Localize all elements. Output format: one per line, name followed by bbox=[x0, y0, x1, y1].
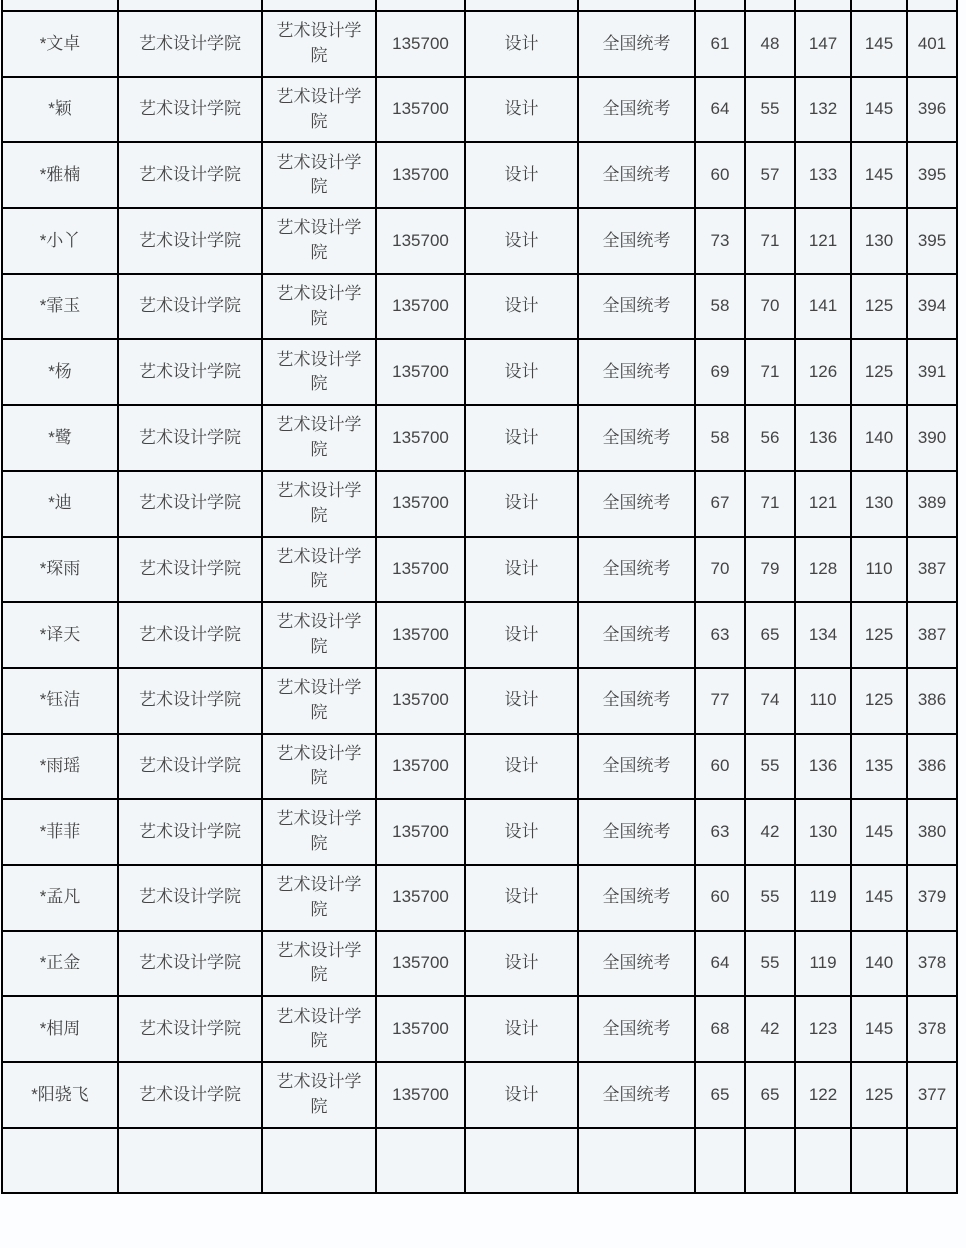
cell-college: 艺术设计学院 bbox=[118, 339, 262, 405]
cell-major-code: 135700 bbox=[376, 274, 465, 340]
cell-major-code: 135700 bbox=[376, 405, 465, 471]
cell-score-3: 122 bbox=[795, 1062, 851, 1128]
cell-score-3: 130 bbox=[795, 799, 851, 865]
cell-college: 艺术设计学院 bbox=[118, 865, 262, 931]
table-row bbox=[2, 602, 957, 668]
table-row bbox=[2, 77, 957, 143]
cell-student-name: *雅楠 bbox=[2, 142, 118, 208]
cell-score-2: 65 bbox=[745, 1062, 795, 1128]
cell-student-name bbox=[2, 0, 118, 11]
table-row bbox=[2, 11, 957, 77]
cell-score-3: 136 bbox=[795, 405, 851, 471]
cell-score-2: 74 bbox=[745, 668, 795, 734]
cell-exam-type bbox=[578, 1128, 695, 1194]
cell-student-name: *钰洁 bbox=[2, 668, 118, 734]
cell-major-name bbox=[465, 1128, 578, 1194]
cell-major-name: 设计 bbox=[465, 77, 578, 143]
table-row-partial bbox=[2, 0, 957, 11]
cell-student-name: *鹭 bbox=[2, 405, 118, 471]
cell-department bbox=[262, 1128, 376, 1194]
cell-score-1: 77 bbox=[695, 668, 745, 734]
cell-student-name: *阳骁飞 bbox=[2, 1062, 118, 1128]
admission-scores-table bbox=[1, 0, 958, 1194]
cell-major-name bbox=[465, 0, 578, 11]
cell-major-name: 设计 bbox=[465, 865, 578, 931]
cell-student-name: *杨 bbox=[2, 339, 118, 405]
cell-department: 艺术设计学院 bbox=[262, 799, 376, 865]
cell-score-1 bbox=[695, 0, 745, 11]
cell-college: 艺术设计学院 bbox=[118, 734, 262, 800]
table-row bbox=[2, 471, 957, 537]
cell-score-3: 134 bbox=[795, 602, 851, 668]
cell-college: 艺术设计学院 bbox=[118, 471, 262, 537]
cell-exam-type: 全国统考 bbox=[578, 405, 695, 471]
cell-score-4: 145 bbox=[851, 142, 907, 208]
cell-major-code: 135700 bbox=[376, 339, 465, 405]
cell-score-2: 42 bbox=[745, 799, 795, 865]
cell-score-4: 145 bbox=[851, 799, 907, 865]
cell-total-score: 395 bbox=[907, 142, 957, 208]
cell-student-name: *琛雨 bbox=[2, 537, 118, 603]
cell-score-4: 145 bbox=[851, 996, 907, 1062]
cell-total-score: 396 bbox=[907, 77, 957, 143]
cell-total-score: 387 bbox=[907, 537, 957, 603]
cell-total-score: 391 bbox=[907, 339, 957, 405]
cell-major-code: 135700 bbox=[376, 142, 465, 208]
cell-score-3: 110 bbox=[795, 668, 851, 734]
cell-score-4: 125 bbox=[851, 668, 907, 734]
table-row bbox=[2, 931, 957, 997]
cell-student-name: *小丫 bbox=[2, 208, 118, 274]
cell-score-2: 57 bbox=[745, 142, 795, 208]
cell-score-2: 70 bbox=[745, 274, 795, 340]
cell-score-1: 68 bbox=[695, 996, 745, 1062]
cell-score-2: 71 bbox=[745, 339, 795, 405]
cell-score-1: 60 bbox=[695, 865, 745, 931]
cell-student-name: *雨瑶 bbox=[2, 734, 118, 800]
cell-department: 艺术设计学院 bbox=[262, 405, 376, 471]
table-row bbox=[2, 799, 957, 865]
cell-score-2: 56 bbox=[745, 405, 795, 471]
cell-exam-type: 全国统考 bbox=[578, 1062, 695, 1128]
cell-college: 艺术设计学院 bbox=[118, 405, 262, 471]
cell-total-score bbox=[907, 1128, 957, 1194]
cell-score-1: 64 bbox=[695, 931, 745, 997]
cell-college: 艺术设计学院 bbox=[118, 799, 262, 865]
cell-score-3: 136 bbox=[795, 734, 851, 800]
cell-exam-type: 全国统考 bbox=[578, 339, 695, 405]
cell-department: 艺术设计学院 bbox=[262, 208, 376, 274]
cell-score-1: 69 bbox=[695, 339, 745, 405]
cell-score-1: 67 bbox=[695, 471, 745, 537]
cell-major-name: 设计 bbox=[465, 142, 578, 208]
cell-score-4: 125 bbox=[851, 339, 907, 405]
cell-college bbox=[118, 0, 262, 11]
cell-score-4: 135 bbox=[851, 734, 907, 800]
cell-major-code: 135700 bbox=[376, 77, 465, 143]
cell-major-name: 设计 bbox=[465, 208, 578, 274]
cell-score-4: 140 bbox=[851, 405, 907, 471]
cell-major-name: 设计 bbox=[465, 537, 578, 603]
table-row bbox=[2, 142, 957, 208]
cell-score-4 bbox=[851, 0, 907, 11]
cell-score-3: 119 bbox=[795, 931, 851, 997]
cell-score-3: 147 bbox=[795, 11, 851, 77]
cell-department: 艺术设计学院 bbox=[262, 339, 376, 405]
cell-exam-type: 全国统考 bbox=[578, 996, 695, 1062]
cell-score-4: 130 bbox=[851, 471, 907, 537]
cell-department: 艺术设计学院 bbox=[262, 142, 376, 208]
cell-score-3 bbox=[795, 1128, 851, 1194]
cell-major-name: 设计 bbox=[465, 471, 578, 537]
cell-score-4: 125 bbox=[851, 1062, 907, 1128]
cell-score-4: 110 bbox=[851, 537, 907, 603]
cell-total-score: 390 bbox=[907, 405, 957, 471]
cell-major-code bbox=[376, 0, 465, 11]
cell-major-code: 135700 bbox=[376, 734, 465, 800]
cell-student-name: *孟凡 bbox=[2, 865, 118, 931]
cell-student-name: *颖 bbox=[2, 77, 118, 143]
cell-college: 艺术设计学院 bbox=[118, 1062, 262, 1128]
cell-score-1: 61 bbox=[695, 11, 745, 77]
cell-total-score: 387 bbox=[907, 602, 957, 668]
table-row bbox=[2, 865, 957, 931]
cell-major-code: 135700 bbox=[376, 537, 465, 603]
cell-student-name: *菲菲 bbox=[2, 799, 118, 865]
cell-total-score: 401 bbox=[907, 11, 957, 77]
cell-total-score: 395 bbox=[907, 208, 957, 274]
cell-major-name: 设计 bbox=[465, 734, 578, 800]
cell-college: 艺术设计学院 bbox=[118, 602, 262, 668]
cell-major-name: 设计 bbox=[465, 405, 578, 471]
table-row bbox=[2, 734, 957, 800]
cell-department: 艺术设计学院 bbox=[262, 931, 376, 997]
cell-major-name: 设计 bbox=[465, 996, 578, 1062]
cell-score-4: 145 bbox=[851, 865, 907, 931]
cell-student-name: *迪 bbox=[2, 471, 118, 537]
cell-department: 艺术设计学院 bbox=[262, 537, 376, 603]
cell-score-2: 42 bbox=[745, 996, 795, 1062]
cell-major-name: 设计 bbox=[465, 668, 578, 734]
table-row bbox=[2, 274, 957, 340]
cell-score-4: 145 bbox=[851, 77, 907, 143]
cell-major-code: 135700 bbox=[376, 931, 465, 997]
cell-major-code: 135700 bbox=[376, 1062, 465, 1128]
cell-score-2: 65 bbox=[745, 602, 795, 668]
cell-major-code bbox=[376, 1128, 465, 1194]
cell-major-code: 135700 bbox=[376, 668, 465, 734]
cell-score-1: 64 bbox=[695, 77, 745, 143]
cell-score-4 bbox=[851, 1128, 907, 1194]
cell-major-name: 设计 bbox=[465, 931, 578, 997]
cell-major-code: 135700 bbox=[376, 799, 465, 865]
cell-college: 艺术设计学院 bbox=[118, 142, 262, 208]
cell-college: 艺术设计学院 bbox=[118, 11, 262, 77]
cell-score-2: 79 bbox=[745, 537, 795, 603]
cell-score-1: 70 bbox=[695, 537, 745, 603]
cell-college bbox=[118, 1128, 262, 1194]
cell-score-4: 125 bbox=[851, 274, 907, 340]
cell-total-score: 386 bbox=[907, 668, 957, 734]
cell-department: 艺术设计学院 bbox=[262, 1062, 376, 1128]
cell-major-code: 135700 bbox=[376, 865, 465, 931]
cell-student-name bbox=[2, 1128, 118, 1194]
cell-total-score: 378 bbox=[907, 931, 957, 997]
cell-exam-type: 全国统考 bbox=[578, 931, 695, 997]
cell-department: 艺术设计学院 bbox=[262, 11, 376, 77]
cell-score-3: 121 bbox=[795, 208, 851, 274]
table-row bbox=[2, 1062, 957, 1128]
table-row-partial bbox=[2, 1128, 957, 1194]
table-row bbox=[2, 405, 957, 471]
cell-score-4: 125 bbox=[851, 602, 907, 668]
cell-score-1: 63 bbox=[695, 799, 745, 865]
cell-department: 艺术设计学院 bbox=[262, 274, 376, 340]
cell-college: 艺术设计学院 bbox=[118, 931, 262, 997]
cell-major-name: 设计 bbox=[465, 602, 578, 668]
cell-score-2: 55 bbox=[745, 865, 795, 931]
cell-department: 艺术设计学院 bbox=[262, 77, 376, 143]
cell-college: 艺术设计学院 bbox=[118, 668, 262, 734]
table-row bbox=[2, 537, 957, 603]
cell-total-score: 394 bbox=[907, 274, 957, 340]
cell-score-2: 71 bbox=[745, 471, 795, 537]
cell-score-3: 121 bbox=[795, 471, 851, 537]
cell-total-score: 380 bbox=[907, 799, 957, 865]
cell-exam-type: 全国统考 bbox=[578, 471, 695, 537]
table-row bbox=[2, 996, 957, 1062]
cell-department: 艺术设计学院 bbox=[262, 602, 376, 668]
cell-score-1: 58 bbox=[695, 405, 745, 471]
cell-major-code: 135700 bbox=[376, 471, 465, 537]
cell-total-score bbox=[907, 0, 957, 11]
cell-score-4: 145 bbox=[851, 11, 907, 77]
cell-student-name: *霏玉 bbox=[2, 274, 118, 340]
cell-score-1: 65 bbox=[695, 1062, 745, 1128]
cell-college: 艺术设计学院 bbox=[118, 77, 262, 143]
cell-score-3: 123 bbox=[795, 996, 851, 1062]
cell-major-name: 设计 bbox=[465, 799, 578, 865]
cell-score-2: 48 bbox=[745, 11, 795, 77]
cell-score-2: 55 bbox=[745, 77, 795, 143]
cell-department: 艺术设计学院 bbox=[262, 996, 376, 1062]
cell-department: 艺术设计学院 bbox=[262, 471, 376, 537]
cell-exam-type bbox=[578, 0, 695, 11]
cell-major-name: 设计 bbox=[465, 1062, 578, 1128]
cell-major-code: 135700 bbox=[376, 11, 465, 77]
cell-exam-type: 全国统考 bbox=[578, 537, 695, 603]
cell-score-3: 133 bbox=[795, 142, 851, 208]
cell-score-1: 63 bbox=[695, 602, 745, 668]
table-row bbox=[2, 208, 957, 274]
cell-major-code: 135700 bbox=[376, 602, 465, 668]
cell-student-name: *相周 bbox=[2, 996, 118, 1062]
cell-score-4: 130 bbox=[851, 208, 907, 274]
cell-exam-type: 全国统考 bbox=[578, 602, 695, 668]
table-row bbox=[2, 339, 957, 405]
cell-score-4: 140 bbox=[851, 931, 907, 997]
cell-student-name: *文卓 bbox=[2, 11, 118, 77]
cell-total-score: 389 bbox=[907, 471, 957, 537]
cell-exam-type: 全国统考 bbox=[578, 799, 695, 865]
cell-college: 艺术设计学院 bbox=[118, 996, 262, 1062]
cell-score-1: 58 bbox=[695, 274, 745, 340]
cell-total-score: 378 bbox=[907, 996, 957, 1062]
cell-exam-type: 全国统考 bbox=[578, 11, 695, 77]
table-row bbox=[2, 668, 957, 734]
cell-score-1: 60 bbox=[695, 142, 745, 208]
cell-score-2 bbox=[745, 1128, 795, 1194]
cell-exam-type: 全国统考 bbox=[578, 865, 695, 931]
cell-total-score: 379 bbox=[907, 865, 957, 931]
cell-college: 艺术设计学院 bbox=[118, 208, 262, 274]
cell-score-1: 73 bbox=[695, 208, 745, 274]
cell-score-3: 132 bbox=[795, 77, 851, 143]
cell-college: 艺术设计学院 bbox=[118, 537, 262, 603]
cell-exam-type: 全国统考 bbox=[578, 208, 695, 274]
cell-department bbox=[262, 0, 376, 11]
cell-student-name: *译天 bbox=[2, 602, 118, 668]
cell-score-3: 126 bbox=[795, 339, 851, 405]
cell-score-3 bbox=[795, 0, 851, 11]
cell-department: 艺术设计学院 bbox=[262, 865, 376, 931]
cell-exam-type: 全国统考 bbox=[578, 77, 695, 143]
cell-major-name: 设计 bbox=[465, 339, 578, 405]
cell-total-score: 386 bbox=[907, 734, 957, 800]
cell-major-name: 设计 bbox=[465, 11, 578, 77]
cell-exam-type: 全国统考 bbox=[578, 734, 695, 800]
cell-major-name: 设计 bbox=[465, 274, 578, 340]
cell-score-2: 55 bbox=[745, 931, 795, 997]
cell-score-3: 128 bbox=[795, 537, 851, 603]
cell-total-score: 377 bbox=[907, 1062, 957, 1128]
cell-score-2: 71 bbox=[745, 208, 795, 274]
cell-exam-type: 全国统考 bbox=[578, 274, 695, 340]
cell-exam-type: 全国统考 bbox=[578, 668, 695, 734]
cell-major-code: 135700 bbox=[376, 208, 465, 274]
cell-score-2 bbox=[745, 0, 795, 11]
cell-score-2: 55 bbox=[745, 734, 795, 800]
cell-college: 艺术设计学院 bbox=[118, 274, 262, 340]
cell-score-3: 141 bbox=[795, 274, 851, 340]
cell-score-3: 119 bbox=[795, 865, 851, 931]
cell-score-1 bbox=[695, 1128, 745, 1194]
cell-exam-type: 全国统考 bbox=[578, 142, 695, 208]
cell-score-1: 60 bbox=[695, 734, 745, 800]
cell-department: 艺术设计学院 bbox=[262, 734, 376, 800]
cell-department: 艺术设计学院 bbox=[262, 668, 376, 734]
cell-major-code: 135700 bbox=[376, 996, 465, 1062]
cell-student-name: *正金 bbox=[2, 931, 118, 997]
